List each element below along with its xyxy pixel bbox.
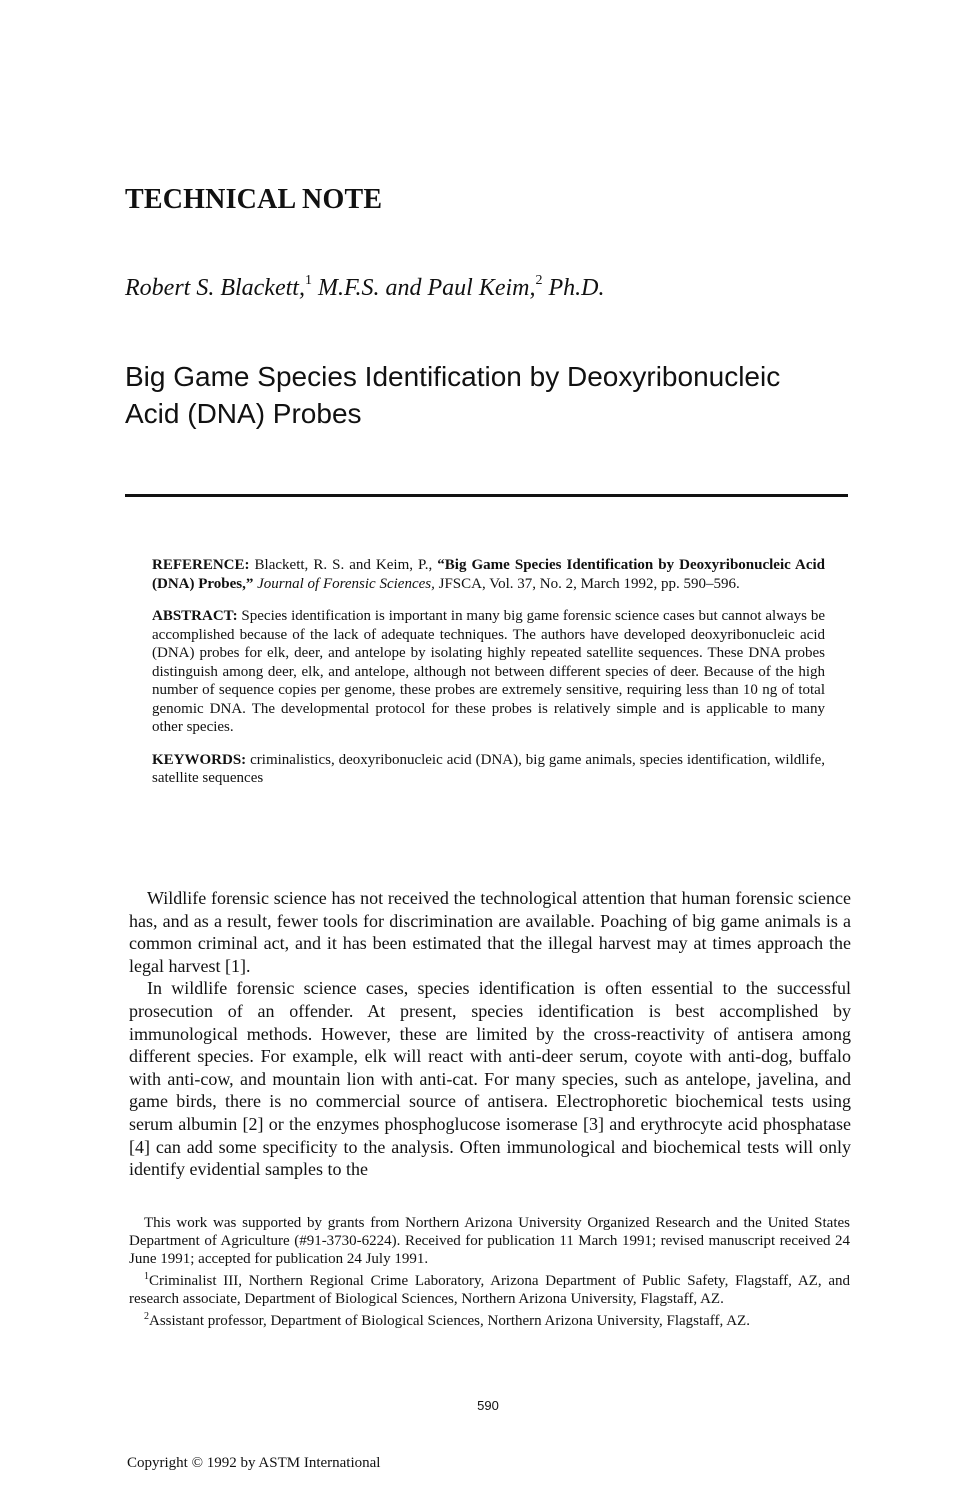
author2-degree: Ph.D. — [548, 275, 605, 301]
footnote-2-mark: 2 — [144, 1311, 149, 1322]
footnote-1-mark: 1 — [144, 1271, 149, 1282]
footnote-2 — [129, 1308, 850, 1330]
title-line-1: Big Game Species Identification by Deoxyribonucleic — [125, 361, 781, 392]
author1-degree-and-author2: M.F.S. and Paul Keim, — [317, 275, 536, 301]
keywords-lead: KEYWORDS: — [152, 751, 247, 768]
author1-footnote-mark: 1 — [304, 273, 312, 288]
paper-title — [125, 358, 865, 432]
body-paragraph-1: Wildlife forensic science has not received the technological attention that human forensic science has, and as a result, fewer tools for discrimination are available. Poaching of big game animals is a common criminal act, and it has been estimated that the illegal harvest may at times approach the legal harvest [1]. — [129, 888, 851, 976]
reference-article-title: “Big Game Species Identification by Deoxyribonucleic Acid (DNA) Probes,” — [152, 557, 825, 592]
body-paragraph-2: In wildlife forensic science cases, species identification is often essential to the successful prosecution of an offender. At present, species identification is best accomplished by immunological methods. However, these are limited by the cross-reactivity of antisera among different species. For example, elk will react with anti-deer serum, coyote with anti-dog, buffalo with anti-cow, and mountain lion with anti-cat. For many species, such as antelope, javelina, and game birds, there is no commercial source of antisera. Electrophoretic biochemical tests using serum albumin [2] or the enzymes phosphoglucose isomerase [3] and erythrocyte acid phosphatase [4] can add some specificity to the analysis. Often immunological and biochemical tests will only identify evidential samples to the — [129, 978, 851, 1180]
abstract-paragraph — [152, 607, 825, 737]
abstract-text: Species identification is important in many big game forensic science cases but cannot always be accomplished because of the lack of adequate techniques. The authors have developed deoxyribonucleic acid (DNA) probes for elk, deer, and antelope by isolating highly repeated satellite sequences. These DNA probes distinguish among deer, elk, and antelope, although not between different species of deer. Because of the high number of sequence copies per genome, these probes are extremely sensitive, requiring less than 10 ng of total genomic DNA. The developmental protocol for these probes is relatively simple and is applicable to many other species. — [152, 608, 825, 735]
keywords-text: criminalistics, deoxyribonucleic acid (DNA), big game animals, species identification, wildlife, satellite sequences — [152, 751, 825, 786]
title-line-2: Acid (DNA) Probes — [125, 398, 362, 429]
author-line — [125, 275, 605, 302]
keywords-paragraph — [152, 751, 825, 788]
title-divider — [125, 494, 848, 497]
abstract-lead: ABSTRACT: — [152, 608, 238, 624]
author1-name: Robert S. Blackett, — [125, 275, 305, 301]
footnotes — [129, 1214, 850, 1330]
reference-journal: Journal of Forensic Sciences, — [253, 575, 435, 592]
footnote-2-text: Assistant professor, Department of Biological Sciences, Northern Arizona University, Flagstaff, AZ. — [149, 1313, 750, 1329]
page-number: 590 — [477, 1398, 499, 1413]
footnote-1-text: Criminalist III, Northern Regional Crime Laboratory, Arizona Department of Public Safety, Flagstaff, AZ, and research associate, Department of Biological Sciences, Northern Arizona University, Flagstaff, AZ. — [129, 1273, 850, 1307]
footnote-1 — [129, 1268, 850, 1308]
reference-lead: REFERENCE: — [152, 557, 250, 573]
section-label: TECHNICAL NOTE — [125, 184, 383, 215]
copyright-notice: Copyright © 1992 by ASTM International — [127, 1455, 381, 1471]
reference-details: JFSCA, Vol. 37, No. 2, March 1992, pp. 590–596. — [434, 575, 740, 592]
reference-paragraph — [152, 556, 825, 593]
funding-footnote: This work was supported by grants from Northern Arizona University Organized Research and the United States Department of Agriculture (#91-3730-6224). Received for publication 11 March 1991; revised manuscript received 24 June 1991; accepted for publication 24 July 1991. — [129, 1215, 850, 1267]
reference-authors: Blackett, R. S. and Keim, P., — [249, 557, 438, 573]
abstract-block — [152, 556, 825, 802]
author2-footnote-mark: 2 — [535, 273, 543, 288]
body-text — [129, 887, 851, 1181]
